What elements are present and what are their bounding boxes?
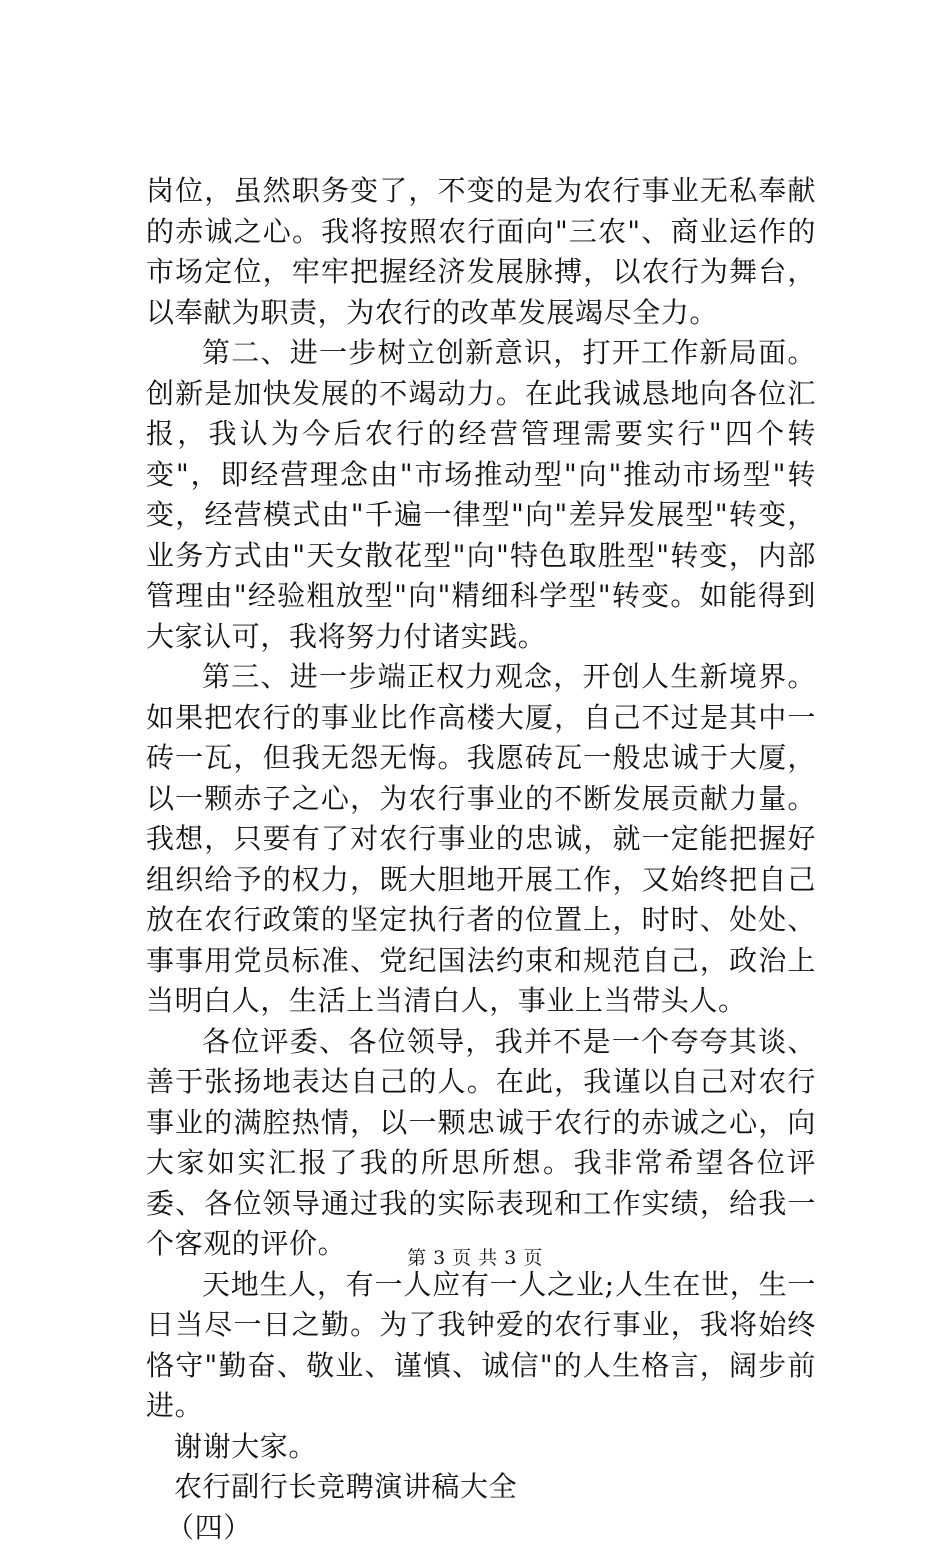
paragraph-second-point: 第二、进一步树立创新意识，打开工作新局面。创新是加快发展的不竭动力。在此我诚恳地向各位汇报，我认为今后农行的经营管理需要实行"四个转变"，即经营理念由"市场推动型"向"推动市场型"转变，经营模式由"千遍一律型"向"差异发展型"转变，业务方式由"天女散花型"向"特色取胜型"转变，内部管理由"经验粗放型"向"精细科学型"转变。如能得到大家认可，我将努力付诸实践。	[146, 333, 816, 657]
closing-thanks: 谢谢大家。	[146, 1427, 816, 1468]
document-body	[146, 171, 816, 1548]
next-section-number: （四）	[146, 1508, 816, 1548]
page-footer: 第 3 页 共 3 页	[0, 1243, 950, 1270]
paragraph-address-judges: 各位评委、各位领导，我并不是一个夸夸其谈、善于张扬地表达自己的人。在此，我谨以自己对农行事业的满腔热情，以一颗忠诚于农行的赤诚之心，向大家如实汇报了我的所思所想。我非常希望各位评委、各位领导通过我的实际表现和工作实绩，给我一个客观的评价。	[146, 1022, 816, 1265]
paragraph-continuation: 岗位，虽然职务变了，不变的是为农行事业无私奉献的赤诚之心。我将按照农行面向"三农"、商业运作的市场定位，牢牢把握经济发展脉搏，以农行为舞台，以奉献为职责，为农行的改革发展竭尽全力。	[146, 171, 816, 333]
next-section-title: 农行副行长竞聘演讲稿大全	[146, 1467, 816, 1508]
paragraph-motto: 天地生人，有一人应有一人之业;人生在世，生一日当尽一日之勤。为了我钟爱的农行事业，我将始终恪守"勤奋、敬业、谨慎、诚信"的人生格言，阔步前进。	[146, 1265, 816, 1427]
paragraph-third-point: 第三、进一步端正权力观念，开创人生新境界。如果把农行的事业比作高楼大厦，自己不过是其中一砖一瓦，但我无怨无悔。我愿砖瓦一般忠诚于大厦，以一颗赤子之心，为农行事业的不断发展贡献力量。我想，只要有了对农行事业的忠诚，就一定能把握好组织给予的权力，既大胆地开展工作，又始终把自己放在农行政策的坚定执行者的位置上，时时、处处、事事用党员标准、党纪国法约束和规范自己，政治上当明白人，生活上当清白人，事业上当带头人。	[146, 657, 816, 1022]
